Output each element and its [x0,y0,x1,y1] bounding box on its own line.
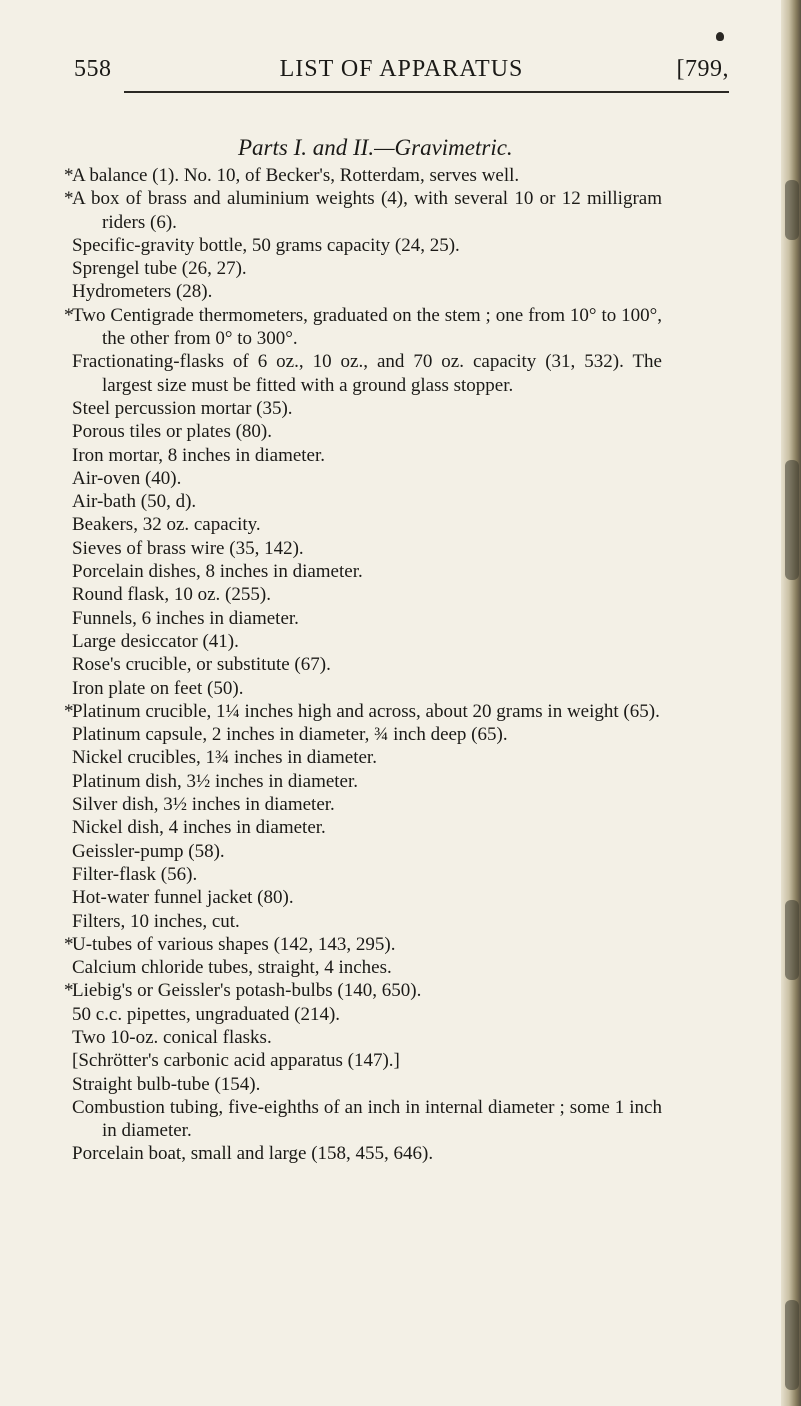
list-item [0,910,662,933]
list-item [0,886,662,909]
list-item [0,677,662,700]
list-item [0,467,662,490]
item-text: Large desiccator (41). [72,630,239,652]
item-text: Hot-water funnel jacket (80). [72,887,294,909]
list-item [0,164,662,187]
item-text: Porous tiles or plates (80). [72,421,273,443]
item-text: Funnels, 6 inches in diameter. [72,607,299,629]
item-text: Combustion tubing, five-eighths of an inch in internal diameter ; some 1 inch in diameter. [72,1096,662,1142]
essential-marker: * [64,304,74,326]
item-text: Fractionating-flasks of 6 oz., 10 oz., and 70 oz. capacity (31, 532). The largest size must be fitted with a ground glass stopper. [72,351,662,396]
list-item [0,350,662,397]
item-text: Liebig's or Geissler's potash-bulbs (140, 650). [72,980,422,1002]
list-item [0,816,662,839]
list-item [0,607,662,630]
item-text: [Schrötter's carbonic acid apparatus (147).] [72,1050,400,1072]
list-item [0,746,662,769]
edge-stain [785,1300,799,1390]
item-text: Platinum dish, 3½ inches in diameter. [72,770,359,792]
list-item [0,397,662,420]
printer-mark [716,32,724,41]
list-item [0,956,662,979]
list-item [0,280,662,303]
item-text: Straight bulb-tube (154). [72,1073,261,1095]
essential-marker: * [64,980,74,1002]
item-text: Nickel crucibles, 1¾ inches in diameter. [72,747,377,769]
list-item [0,700,662,723]
list-item [0,1003,662,1026]
list-item [0,490,662,513]
list-item [0,420,662,443]
item-text: Calcium chloride tubes, straight, 4 inches. [72,957,392,979]
list-item [0,304,662,351]
essential-marker: * [64,933,74,955]
list-item [0,793,662,816]
list-item [0,840,662,863]
list-item [0,1142,662,1165]
item-text: Rose's crucible, or substitute (67). [72,654,331,676]
essential-marker: * [64,165,74,186]
item-text: Filter-flask (56). [72,863,198,885]
list-item [0,933,662,956]
item-text: Beakers, 32 oz. capacity. [72,514,261,536]
item-text: Specific-gravity bottle, 50 grams capacity (24, 25). [72,234,460,256]
header-title: LIST OF APPARATUS [279,56,524,82]
item-text: Hydrometers (28). [72,281,213,303]
list-item [0,234,662,257]
item-text: Two 10-oz. conical flasks. [72,1026,272,1048]
header-rule [124,91,729,93]
item-text: Air-oven (40). [72,467,182,489]
item-text: A balance (1). No. 10, of Becker's, Rotterdam, serves well. [72,165,520,186]
list-item [0,979,662,1002]
list-item [0,1096,662,1143]
item-text: Iron plate on feet (50). [72,677,244,699]
item-text: U-tubes of various shapes (142, 143, 295). [72,933,396,955]
page-number: 558 [74,56,112,82]
section-heading: Parts I. and II.—Gravimetric. [238,135,513,160]
item-text: Platinum capsule, 2 inches in diameter, ¾ inch deep (65). [72,724,508,746]
list-item [0,583,662,606]
list-item [0,630,662,653]
list-item [0,257,662,280]
item-text: Nickel dish, 4 inches in diameter. [72,817,326,839]
list-item [0,1073,662,1096]
item-text: Porcelain boat, small and large (158, 455, 646). [72,1143,434,1165]
list-item [0,513,662,536]
item-text: Two Centigrade thermometers, graduated on the stem ; one from 10° to 100°, the other from 0° to 300°. [72,304,662,350]
list-item [0,863,662,886]
list-item [0,1026,662,1049]
list-item [0,560,662,583]
item-text: Sieves of brass wire (35, 142). [72,537,304,559]
list-item [0,187,662,234]
item-text: Silver dish, 3½ inches in diameter. [72,794,335,816]
section-reference: [799, [676,56,729,82]
item-text: Porcelain dishes, 8 inches in diameter. [72,561,363,583]
item-text: Geissler-pump (58). [72,840,225,862]
item-text: Steel percussion mortar (35). [72,397,293,419]
item-text: Iron mortar, 8 inches in diameter. [72,444,326,466]
item-text: A box of brass and aluminium weights (4), with several 10 or 12 milligram riders (6). [72,188,662,233]
item-text: 50 c.c. pipettes, ungraduated (214). [72,1003,341,1025]
list-item [0,444,662,467]
apparatus-list [0,164,801,1166]
list-item [0,1049,662,1072]
essential-marker: * [64,188,74,210]
item-text: Air-bath (50, d). [72,491,197,513]
list-item [0,723,662,746]
item-text: Round flask, 10 oz. (255). [72,584,271,606]
item-text: Sprengel tube (26, 27). [72,258,247,280]
list-item [0,537,662,560]
list-item [0,653,662,676]
item-text: Filters, 10 inches, cut. [72,910,240,932]
item-text: Platinum crucible, 1¼ inches high and across, about 20 grams in weight (65). [72,700,660,722]
essential-marker: * [64,700,74,722]
running-head [74,56,729,88]
list-item [0,770,662,793]
